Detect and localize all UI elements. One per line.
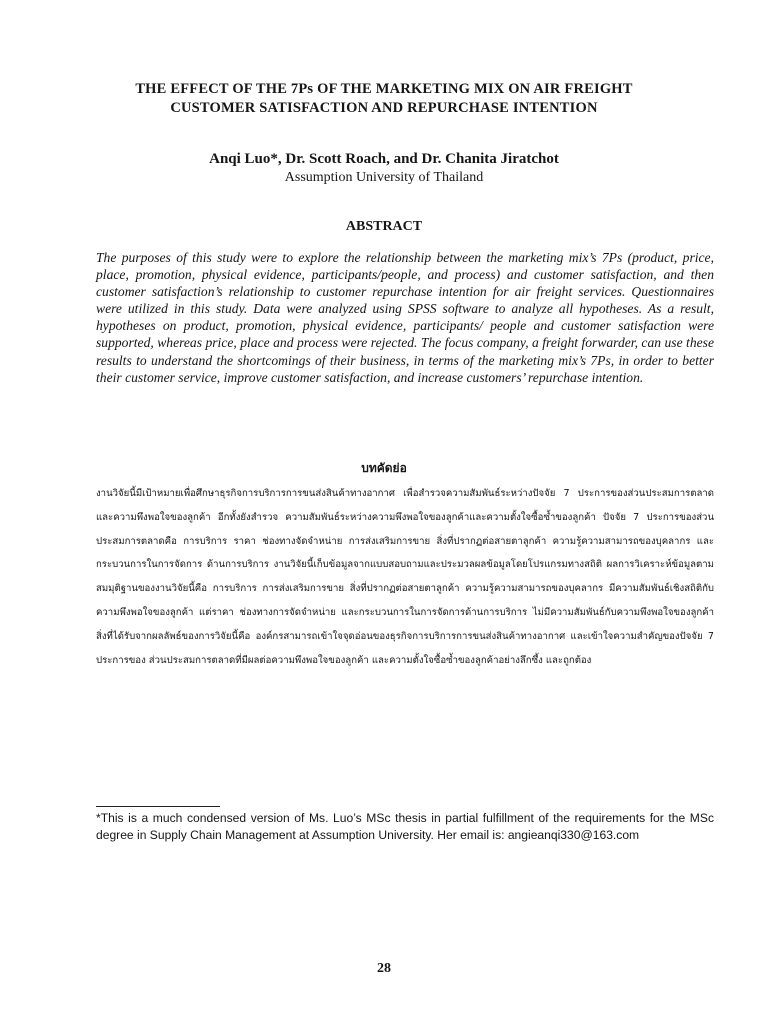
abstract-body: The purposes of this study were to explore the relationship between the marketing mix’s 7Ps (product, price, place, promotion, physical evidence, participants/people, and process) and customer satisfaction, and then customer satisfaction’s relationship to customer repurchase intention for air freight services. Questionnaires were utilized in this study. Data were analyzed using SPSS software to analyze all hypotheses. As a result, hypotheses on product, promotion, physical evidence, participants/ people and customer satisfaction were supported, whereas price, place and process were rejected. The focus company, a freight forwarder, can use these results to understand the shortcomings of their business, in terms of the marketing mix’s 7Ps, in order to better their customer service, improve customer satisfaction, and increase customers’ repurchase intention. [96,250,714,385]
author-affiliation: Assumption University of Thailand [284,170,484,185]
author-list: Anqi Luo*, Dr. Scott Roach, and Dr. Chanita Jiratchot [209,151,559,167]
paper-title-line-1: THE EFFECT OF THE 7Ps OF THE MARKETING MIX ON AIR FREIGHT [135,81,633,97]
thai-abstract-body: งานวิจัยนี้มีเป้าหมายเพื่อศึกษาธุรกิจการบริการการขนส่งสินค้าทางอากาศ เพื่อสำรวจความสัมพันธ์ระหว่างปัจจัย 7 ประการของส่วนประสมการตลาดและความพึงพอใจของลูกค้า อีกทั้งยังสำรวจ ความสัมพันธ์ระหว่างความพึงพอใจของลูกค้าและความตั้งใจซื้อซ้ำของลูกค้า ปัจจัย 7 ประการของส่วนประสมการตลาดคือ การบริการ ราคา ช่องทางจัดจำหน่าย การส่งเสริมการขาย สิ่งที่ปรากฏต่อสายตาลูกค้า ความรู้ความสามารถของบุคลากร และกระบวนการในการจัดการ ด้านการบริการ งานวิจัยนี้เก็บข้อมูลจากแบบสอบถามและประมวลผลข้อมูลโดยโปรแกรมทางสถิติ ผลการวิเคราะห์ข้อมูลตามสมมุติฐานของงานวิจัยนี้คือ การบริการ การส่งเสริมการขาย สิ่งที่ปรากฏต่อสายตาลูกค้า ความรู้ความสามารถของบุคลากร มีความสัมพันธ์เชิงสถิติกับความพึงพอใจของลูกค้า แต่ราคา ช่องทางการจัดจำหน่าย และกระบวนการในการจัดการด้านการบริการ ไม่มีความสัมพันธ์กับความพึงพอใจของลูกค้า สิ่งที่ได้รับจากผลลัพธ์ของการวิจัยนี้คือ องค์กรสามารถเข้าใจจุดอ่อนของธุรกิจการบริการการขนส่งสินค้าทางอากาศ และเข้าใจความสำคัญของปัจจัย 7 ประการของ ส่วนประสมการตลาดที่มีผลต่อความพึงพอใจของลูกค้า และความตั้งใจซื้อซ้ำของลูกค้าอย่างลึกซึ้ง และถูกต้อง [96,488,714,666]
footnote-divider [96,806,220,807]
paper-title [60,80,708,118]
abstract-heading: ABSTRACT [345,219,423,234]
page-number: 28 [377,961,391,976]
footnote: *This is a much condensed version of Ms. Luo’s MSc thesis in partial fulfillment of the requirements for the MSc degree in Supply Chain Management at Assumption University. Her email is: angieanqi330@163.com [96,811,714,842]
thai-abstract-heading: บทคัดย่อ [361,461,407,475]
paper-title-line-2: CUSTOMER SATISFACTION AND REPURCHASE INTENTION [170,100,598,116]
